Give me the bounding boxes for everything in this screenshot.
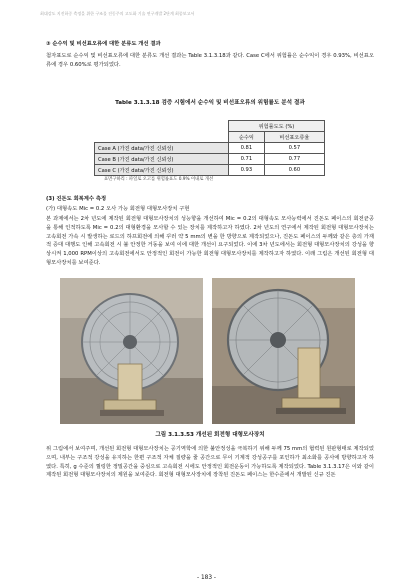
- running-header: 최대강도 지진하중 측정을 위한 구조물 진동주의 고도화 기술 연구개발 2단계 최종보고서: [40, 11, 195, 16]
- table-row-label: Case A (가진 data/가진 신뢰성): [95, 143, 229, 154]
- table-row: [95, 165, 325, 176]
- table-cell: 0.93: [228, 165, 264, 176]
- table-col-header: 순수익: [228, 132, 264, 143]
- section-heading: ③ 순수익 및 비선표오류에 대한 분류도 개선 결과: [46, 41, 161, 47]
- table-group-header: 위험률도도 (%): [228, 121, 324, 132]
- table-row: [95, 154, 325, 165]
- device-photo-left: [60, 278, 203, 424]
- rotary-apparatus-photo-2: [212, 278, 355, 424]
- table-note: 표면구하리 : 파일로 오고를 위험률표도 0.9% 이내로 개선: [104, 177, 214, 182]
- table-caption: Table 3.1.3.18 검증 시험에서 순수익 및 비선표오류의 위험률도 분석 결과: [115, 100, 305, 106]
- closing-paragraph: 위 그림에서 보여주며, 개선된 회전형 대형모사장치는 공기역학에 의한 불안정성을 극복하기 위해 두께 75 mm의 협력된 원판형태로 제작되었으며, 내부는 구조적 강성을 유지하는 한편 구조적 자체 질량을 줄 공간으로 무이 기계적 강성공구를 포인하가 최소화를 공사에 방향하고자 하였다. 특히, g 수준의 퀄링한 정밀공간을 중심으로 고속회전 시에도 안정적인 회전운동이 가능하도록 제작되었다. Table 3.1.3.17은 이와 같이 제작된 회전형 대형모사장치의 제원을 보여준다. 회전형 대형모사장치에 장착된 진돈도 페이스는 한수준에서 개발된 신규 진돈: [46, 446, 374, 479]
- results-table: [94, 120, 325, 176]
- table-row: [95, 143, 325, 154]
- table-col-header: 비선표오류율: [264, 132, 324, 143]
- device-photo-right: [212, 278, 355, 424]
- page-number: - 183 -: [197, 575, 216, 581]
- subsection-paragraph: 본 과제에서는 2차 년도에 제작된 회전형 대형모사장치의 성능향을 개선하여 Mic = 0.2의 대형속도 모사능력에서 진돈도 페이스의 회전균공을 통해 인적하도록 Mic = 0.2의 대형환경을 모사할 수 있는 장치를 제작하고자 하였다. 2차 년도의 연구에서 제작된 회전형 대형모사장치는 고속회전 가속 시 발생하는 로드의 하프회전에 의해 꾸러 약 5 mm의 변을 한 방향으로 제작되었으나, 진돈도 페이스의 두께와 같은 층의 가재적 증대 대행도 인해 고속회전 시 불 안정한 거동을 보여 이에 대한 개선이 요구되었다. 이에 3차 년도에서는 회전형 대형모사장치의 강성을 향상시켜 1,000 RPM이상의 고속회전에서도 안정적인 회전이 가능한 회전형 대형모사장치를 제작하고자 하였다. 이래 그림은 개선된 회전형 대형모사장치를 보여준다.: [46, 216, 374, 266]
- table-cell: 0.77: [264, 154, 324, 165]
- subsection-subheading: (가) 대형속도 Mic = 0.2 오사 가능 회전형 대형모사장치 구현: [46, 206, 190, 212]
- rotary-apparatus-photo-1: [60, 278, 203, 424]
- figure-caption: 그림 3.1.3.53 개선된 회전형 대형모사장치: [155, 432, 265, 438]
- table-row-label: Case C (가진 data/가진 신뢰성): [95, 165, 229, 176]
- section-paragraph: 첨자표도로 순수익 및 비선표오류에 대한 분류도 개선 결과는 Table 3.1.3.18과 같다. Case C에서 위험률은 순수익이 경우 0.93%, 비선표오류에 경우 0.60%로 평가되었다.: [46, 53, 374, 68]
- table-cell: 0.71: [228, 154, 264, 165]
- table-row-label: Case B (가진 data/가진 신뢰성): [95, 154, 229, 165]
- table-cell: 0.60: [264, 165, 324, 176]
- table-cell: 0.57: [264, 143, 324, 154]
- table-cell: 0.81: [228, 143, 264, 154]
- table-corner-cell: [95, 121, 229, 143]
- subsection-heading: (3) 진돈도 회복계수 측정: [46, 196, 107, 202]
